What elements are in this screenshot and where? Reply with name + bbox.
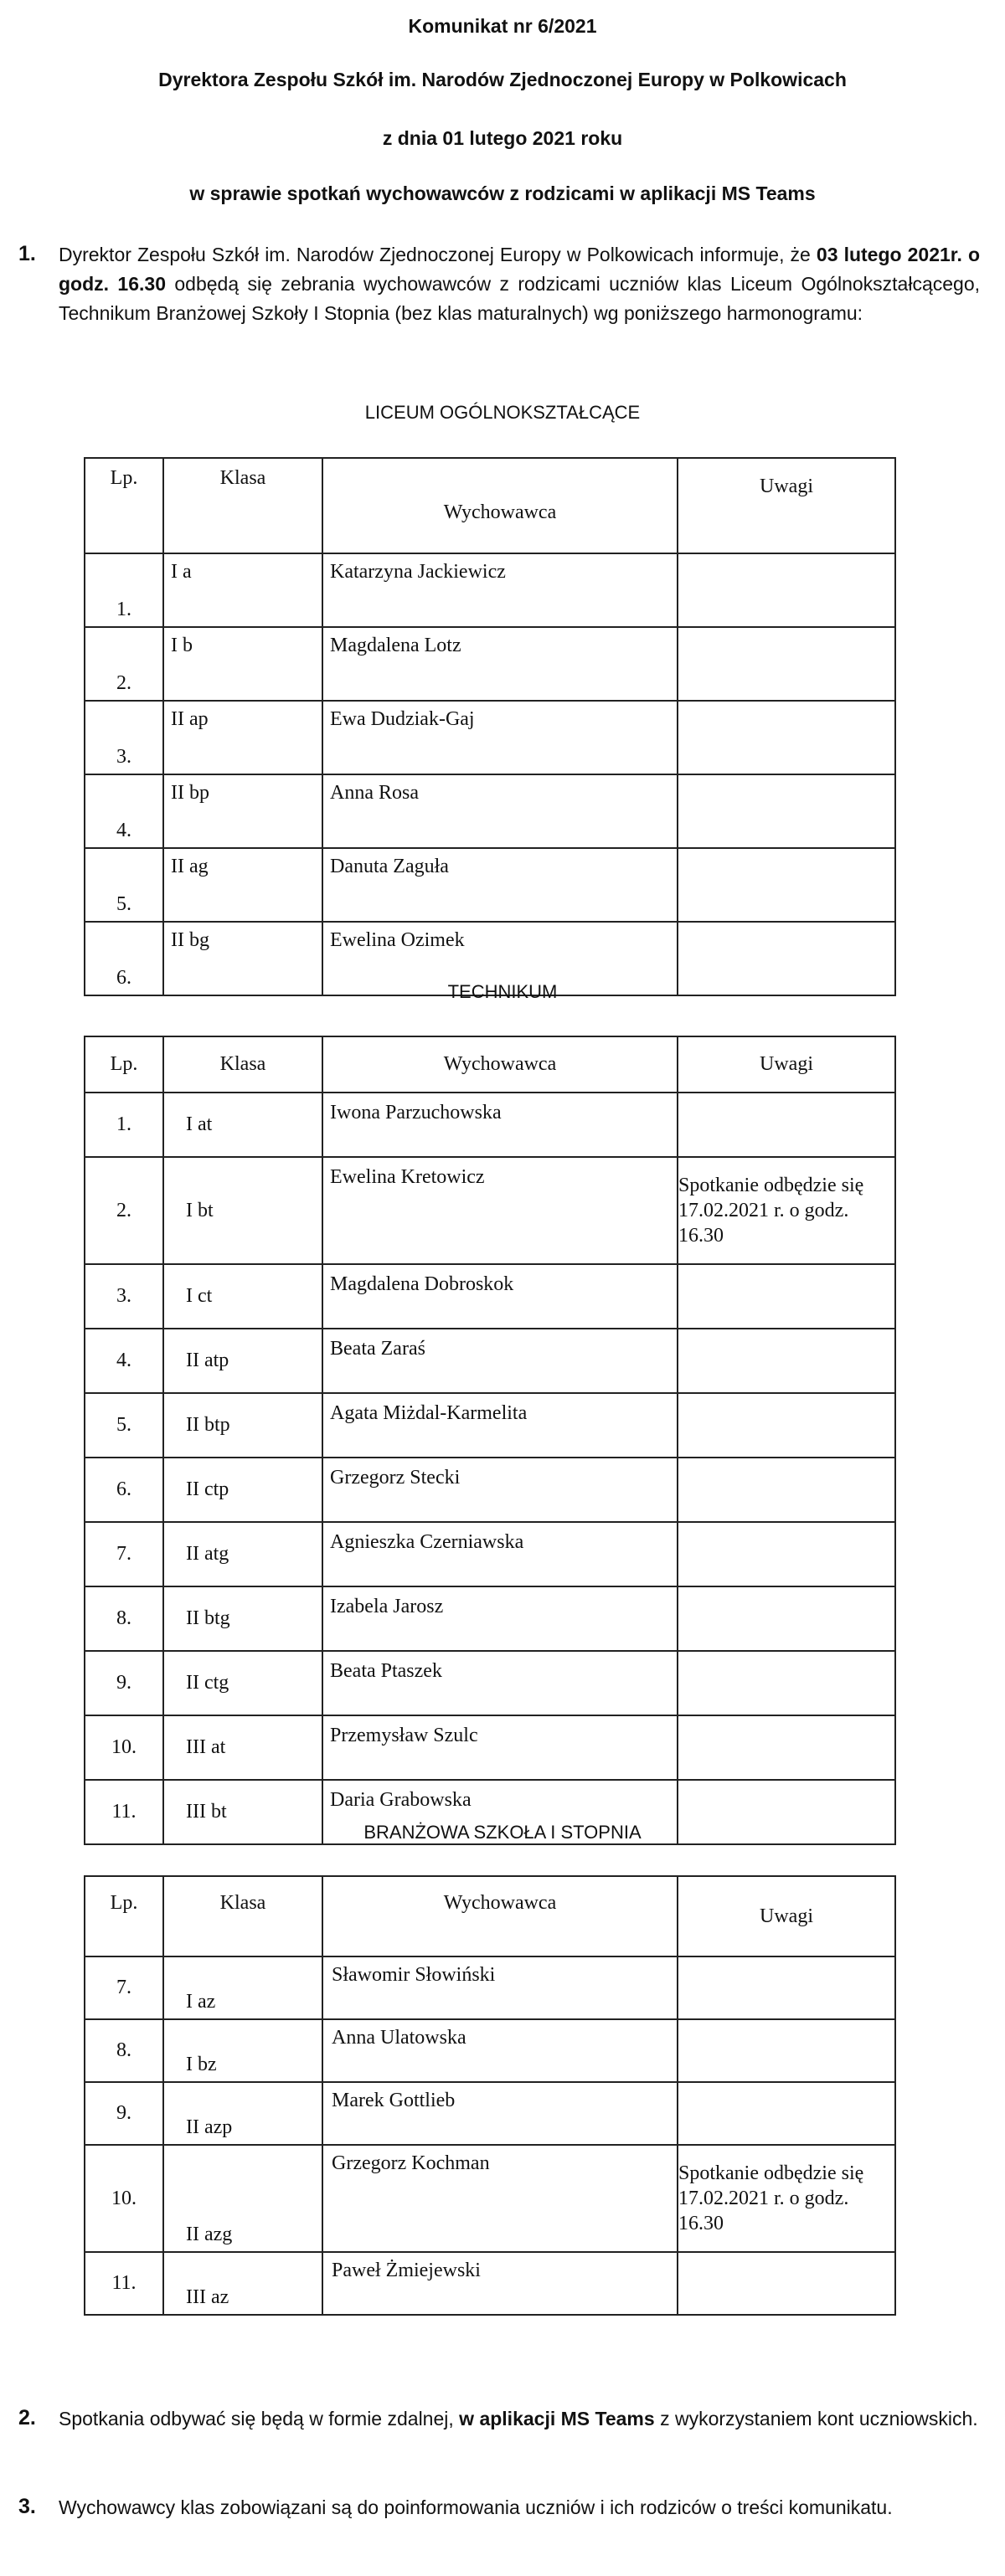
liceum-table [84, 457, 896, 996]
cell-lp: 5. [85, 1393, 163, 1458]
point-1-text [59, 240, 980, 328]
cell-klasa: I b [163, 627, 322, 701]
table-row [85, 701, 895, 774]
cell-wychowawca: Agata Miżdal-Karmelita [322, 1393, 678, 1458]
announcement-date: z dnia 01 lutego 2021 roku [382, 127, 623, 149]
cell-lp: 10. [85, 2145, 163, 2252]
cell-uwagi [678, 2252, 895, 2315]
cell-klasa: II atp [163, 1329, 322, 1393]
cell-klasa: II bp [163, 774, 322, 848]
cell-uwagi [678, 1715, 895, 1780]
cell-uwagi [678, 627, 895, 701]
liceum-title: LICEUM OGÓLNOKSZTAŁCĄCE [364, 402, 641, 423]
cell-klasa: I ct [163, 1264, 322, 1329]
cell-uwagi [678, 2019, 895, 2082]
technikum-title: TECHNIKUM [447, 981, 558, 1002]
table-row [85, 553, 895, 627]
point-2-number: 2. [18, 2406, 36, 2429]
cell-lp: 5. [85, 848, 163, 922]
cell-wychowawca: Grzegorz Stecki [322, 1458, 678, 1522]
cell-uwagi [678, 1651, 895, 1715]
cell-wychowawca: Iwona Parzuchowska [322, 1093, 678, 1157]
cell-lp: 8. [85, 1586, 163, 1651]
cell-lp: 9. [85, 1651, 163, 1715]
table-row [85, 1715, 895, 1780]
cell-klasa: II ag [163, 848, 322, 922]
cell-uwagi [678, 2082, 895, 2145]
point-1-number: 1. [18, 242, 36, 265]
col-klasa: Klasa [163, 458, 322, 553]
cell-lp: 9. [85, 2082, 163, 2145]
point-2-lead: Spotkania odbywać się będą w formie zdalnej, [59, 2408, 460, 2429]
col-klasa: Klasa [163, 1876, 322, 1956]
table-row [85, 2019, 895, 2082]
cell-wychowawca: Beata Zaraś [322, 1329, 678, 1393]
col-wychowawca: Wychowawca [322, 458, 678, 553]
technikum-table [84, 1036, 896, 1845]
table-row [85, 1586, 895, 1651]
cell-wychowawca: Magdalena Lotz [322, 627, 678, 701]
cell-klasa: II azp [163, 2082, 322, 2145]
cell-lp: 2. [85, 627, 163, 701]
table-row [85, 1157, 895, 1264]
cell-lp: 2. [85, 1157, 163, 1264]
table-row [85, 1093, 895, 1157]
cell-uwagi [678, 1458, 895, 1522]
point-3-text: Wychowawcy klas zobowiązani są do poinformowania uczniów i ich rodziców o treści komunikatu. [59, 2496, 893, 2518]
cell-uwagi [678, 701, 895, 774]
cell-klasa: I az [163, 1956, 322, 2019]
cell-wychowawca: Grzegorz Kochman [322, 2145, 678, 2252]
cell-klasa: III bt [163, 1780, 322, 1844]
table-row [85, 1329, 895, 1393]
table-header-row [85, 1036, 895, 1093]
cell-wychowawca: Katarzyna Jackiewicz [322, 553, 678, 627]
cell-klasa: II btg [163, 1586, 322, 1651]
table-row [85, 1651, 895, 1715]
cell-wychowawca: Ewa Dudziak-Gaj [322, 701, 678, 774]
cell-lp: 6. [85, 1458, 163, 1522]
cell-klasa: II atg [163, 1522, 322, 1586]
cell-lp: 1. [85, 553, 163, 627]
cell-lp: 11. [85, 1780, 163, 1844]
cell-uwagi [678, 848, 895, 922]
cell-uwagi [678, 774, 895, 848]
announcement-number: Komunikat nr 6/2021 [408, 15, 597, 37]
cell-lp: 3. [85, 701, 163, 774]
point-2-rest: z wykorzystaniem kont uczniowskich. [654, 2408, 978, 2429]
cell-lp: 10. [85, 1715, 163, 1780]
cell-uwagi [678, 1522, 895, 1586]
cell-klasa: II ap [163, 701, 322, 774]
col-uwagi: Uwagi [678, 1876, 895, 1956]
cell-wychowawca: Sławomir Słowiński [322, 1956, 678, 2019]
cell-lp: 7. [85, 1522, 163, 1586]
cell-uwagi: Spotkanie odbędzie się 17.02.2021 r. o godz. 16.30 [678, 1157, 895, 1264]
table-row [85, 627, 895, 701]
table-header-row [85, 1876, 895, 1956]
cell-wychowawca: Magdalena Dobroskok [322, 1264, 678, 1329]
cell-lp: 3. [85, 1264, 163, 1329]
cell-klasa: II bg [163, 922, 322, 995]
cell-klasa: II btp [163, 1393, 322, 1458]
cell-klasa: I bz [163, 2019, 322, 2082]
col-wychowawca: Wychowawca [322, 1036, 678, 1093]
table-row [85, 848, 895, 922]
col-lp: Lp. [85, 1876, 163, 1956]
cell-wychowawca: Ewelina Ozimek [322, 922, 678, 995]
cell-lp: 1. [85, 1093, 163, 1157]
cell-wychowawca: Izabela Jarosz [322, 1586, 678, 1651]
cell-lp: 8. [85, 2019, 163, 2082]
branzowa-table [84, 1875, 896, 2316]
col-klasa: Klasa [163, 1036, 322, 1093]
col-uwagi: Uwagi [678, 1036, 895, 1093]
cell-klasa: II ctp [163, 1458, 322, 1522]
cell-uwagi [678, 1586, 895, 1651]
table-row [85, 1458, 895, 1522]
table-row [85, 774, 895, 848]
cell-wychowawca: Paweł Żmiejewski [322, 2252, 678, 2315]
table-header-row [85, 458, 895, 553]
point-1-lead: Dyrektor Zespołu Szkół im. Narodów Zjednoczonej Europy w Polkowicach informuje, że [59, 244, 811, 265]
cell-wychowawca: Przemysław Szulc [322, 1715, 678, 1780]
cell-wychowawca: Marek Gottlieb [322, 2082, 678, 2145]
cell-lp: 4. [85, 774, 163, 848]
cell-uwagi [678, 1393, 895, 1458]
point-1-rest: odbędą się zebrania wychowawców z rodzicami uczniów klas Liceum Ogólnokształcącego, Technikum Branżowej Szkoły I Stopnia (bez klas maturalnych) wg poniższego harmonogramu: [59, 273, 981, 324]
table-row [85, 2082, 895, 2145]
cell-wychowawca: Ewelina Kretowicz [322, 1157, 678, 1264]
cell-wychowawca: Danuta Zaguła [322, 848, 678, 922]
table-row [85, 1956, 895, 2019]
cell-lp: 4. [85, 1329, 163, 1393]
branzowa-title: BRANŻOWA SZKOŁA I STOPNIA [363, 1822, 642, 1843]
table-row [85, 1522, 895, 1586]
cell-klasa: II ctg [163, 1651, 322, 1715]
cell-klasa: III at [163, 1715, 322, 1780]
cell-wychowawca: Agnieszka Czerniawska [322, 1522, 678, 1586]
table-row [85, 2252, 895, 2315]
cell-lp: 11. [85, 2252, 163, 2315]
cell-klasa: III az [163, 2252, 322, 2315]
col-wychowawca: Wychowawca [322, 1876, 678, 1956]
col-lp: Lp. [85, 458, 163, 553]
announcement-issuer: Dyrektora Zespołu Szkół im. Narodów Zjednoczonej Europy w Polkowicach [158, 69, 847, 90]
table-row [85, 1393, 895, 1458]
point-3-number: 3. [18, 2495, 36, 2518]
cell-wychowawca: Beata Ptaszek [322, 1651, 678, 1715]
table-row [85, 2145, 895, 2252]
point-2-text [59, 2404, 980, 2434]
cell-lp: 7. [85, 1956, 163, 2019]
cell-klasa: I a [163, 553, 322, 627]
cell-uwagi [678, 1264, 895, 1329]
cell-klasa: II azg [163, 2145, 322, 2252]
cell-uwagi: Spotkanie odbędzie się 17.02.2021 r. o godz. 16.30 [678, 2145, 895, 2252]
col-lp: Lp. [85, 1036, 163, 1093]
cell-lp: 6. [85, 922, 163, 995]
table-row [85, 1264, 895, 1329]
cell-wychowawca: Anna Ulatowska [322, 2019, 678, 2082]
cell-uwagi [678, 1093, 895, 1157]
point-1-date: 03 lutego 2021r. o godz. 16.30 [59, 244, 981, 295]
cell-klasa: I bt [163, 1157, 322, 1264]
cell-wychowawca: Anna Rosa [322, 774, 678, 848]
point-2-bold: w aplikacji MS Teams [459, 2408, 655, 2429]
col-uwagi: Uwagi [678, 458, 895, 553]
cell-uwagi [678, 1329, 895, 1393]
cell-klasa: I at [163, 1093, 322, 1157]
cell-uwagi [678, 1956, 895, 2019]
cell-uwagi [678, 553, 895, 627]
announcement-subject: w sprawie spotkań wychowawców z rodzicami w aplikacji MS Teams [189, 183, 816, 204]
cell-wychowawca: Daria Grabowska [322, 1780, 678, 1844]
